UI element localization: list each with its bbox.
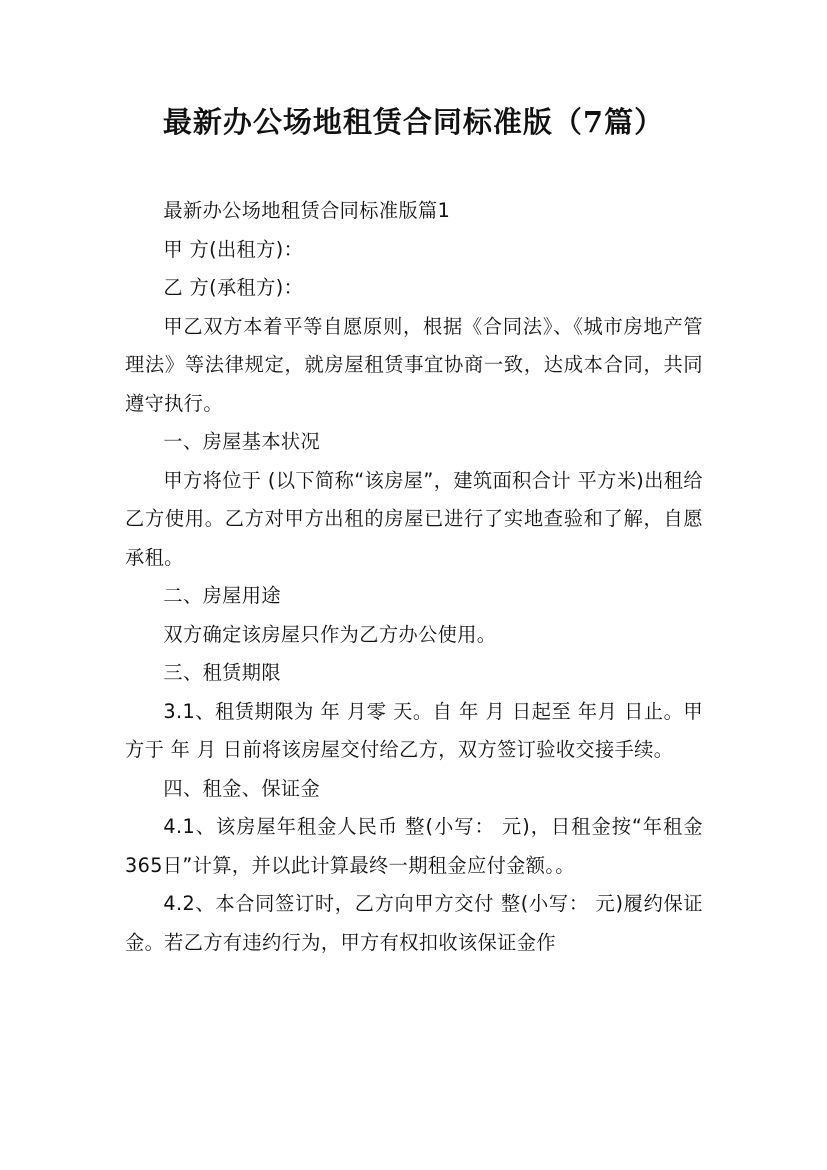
property-use-paragraph: 双方确定该房屋只作为乙方办公使用。 (163, 622, 497, 646)
document-title: 最新办公场地租赁合同标准版（7篇） (162, 105, 665, 139)
party-b-line: 乙 方(承租方)： (163, 276, 304, 299)
deposit-paragraph: 4.2、本合同签订时，乙方向甲方交付 整(小写： 元)履约保证金。若乙方有违约行为，甲方有权扣收该保证金作 (125, 892, 703, 954)
section-heading-article-1: 最新办公场地租赁合同标准版篇1 (163, 199, 451, 222)
section-heading-property-status: 一、房屋基本状况 (163, 430, 321, 453)
lease-term-paragraph: 3.1、租赁期限为 年 月零 天。自 年 月 日起至 年月 日止。甲方于 年 月 日前将该房屋交付给乙方，双方签订验收交接手续。 (125, 699, 703, 761)
section-heading-rent-deposit: 四、租金、保证金 (163, 776, 321, 800)
section-heading-lease-term: 三、租赁期限 (163, 661, 281, 684)
rent-paragraph: 4.1、该房屋年租金人民币 整(小写： 元)，日租金按“年租金365日”计算，并以此计算最终一期租金应付金额。。 (125, 815, 703, 877)
section-heading-property-use: 二、房屋用途 (163, 584, 281, 607)
party-a-line: 甲 方(出租方)： (163, 237, 304, 261)
preamble-paragraph: 甲乙双方本着平等自愿原则，根据《合同法》、《城市房地产管理法》等法律规定，就房屋租赁事宜协商一致，达成本合同，共同遵守执行。 (125, 314, 703, 415)
property-status-paragraph: 甲方将位于 (以下简称“该房屋”，建筑面积合计 平方米)出租给乙方使用。乙方对甲方出租的房屋已进行了实地查验和了解，自愿承租。 (125, 468, 703, 569)
document-body (125, 192, 703, 962)
